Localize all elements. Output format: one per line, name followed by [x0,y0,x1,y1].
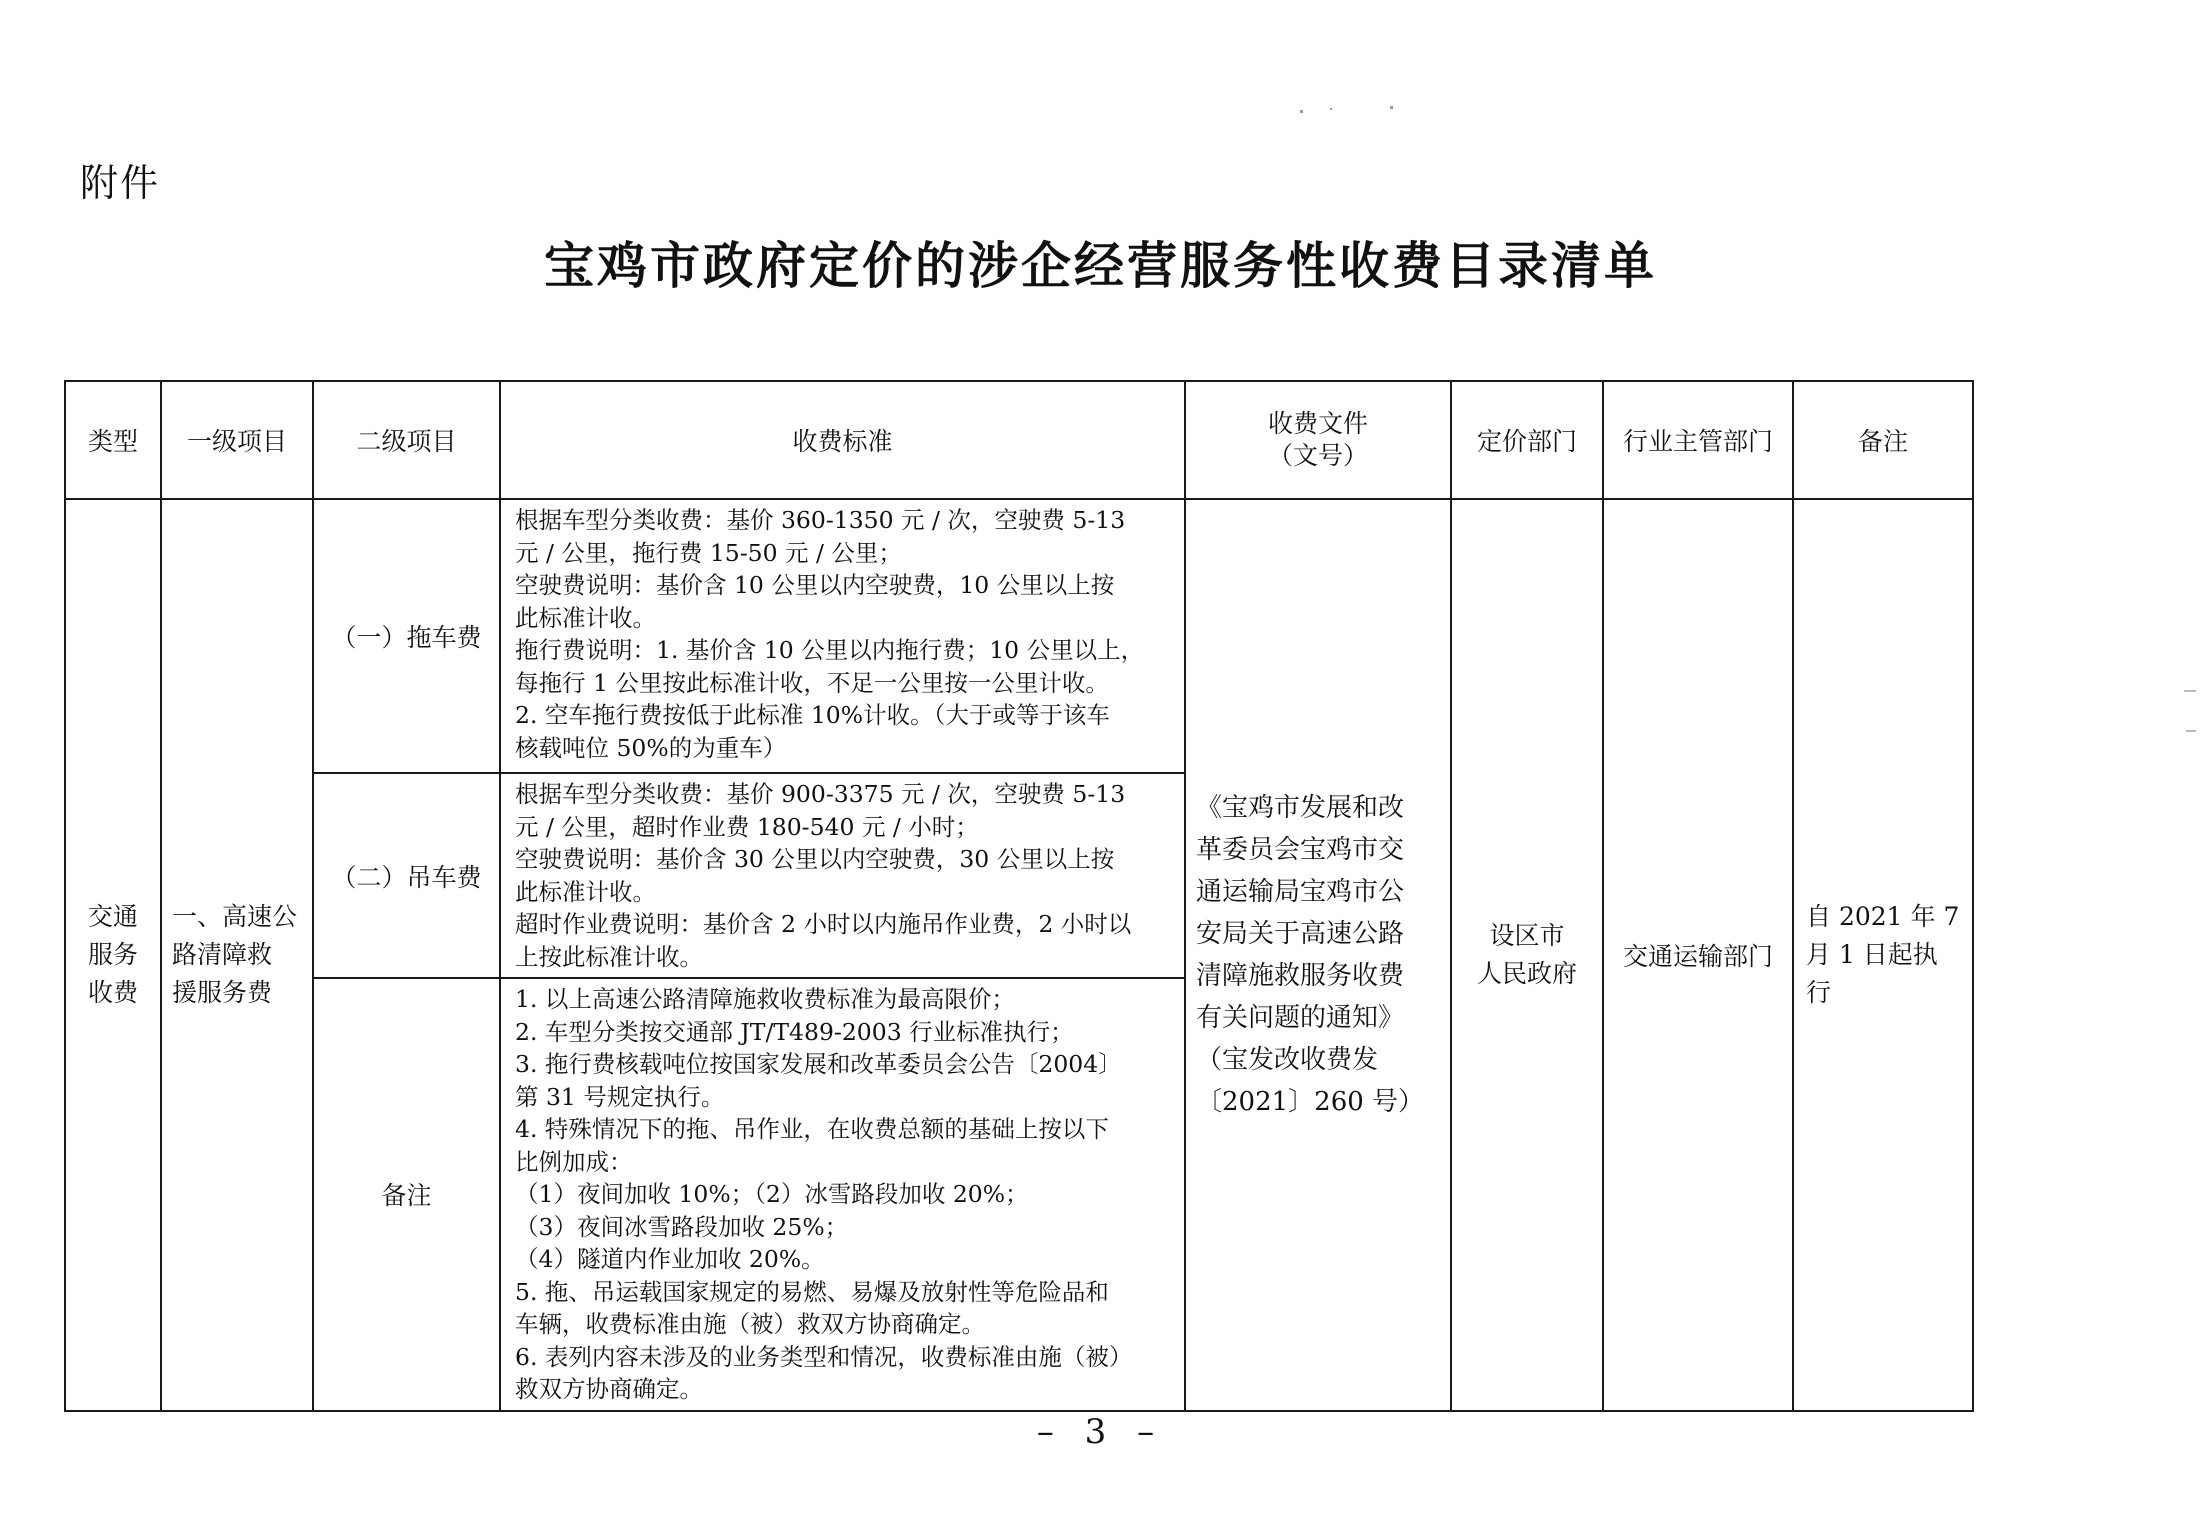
page-number: – 3 – [1036,1412,1165,1452]
standard-crane-cell [500,773,1185,978]
header-standard: 收费标准 [500,381,1185,499]
standard-line: （1）夜间加收 10%；（2）冰雪路段加收 20%； [515,1180,1029,1208]
file-line: （宝发改收费发 [1196,1044,1379,1075]
level1-line: 一、高速公 [172,901,298,931]
standard-line: （3）夜间冰雪路段加收 25%； [515,1212,849,1241]
header-file-line2: （文号） [1267,441,1368,470]
table-header-row [65,381,1973,499]
standard-line: 上按此标准计收。 [515,942,703,971]
fee-catalog-table [64,380,1974,1412]
standard-line: 4. 特殊情况下的拖、吊作业，在收费总额的基础上按以下 [515,1115,1109,1143]
standard-line: 此标准计收。 [515,877,656,906]
level2-notes-cell: 备注 [313,978,500,1411]
file-line: 通运输局宝鸡市公 [1196,876,1405,907]
level1-line: 路清障救 [172,939,273,969]
standard-line: 此标准计收。 [515,603,656,632]
file-line: 安局关于高速公路 [1196,918,1405,949]
standard-line: 第 31 号规定执行。 [515,1082,725,1111]
remark-line: 行 [1806,977,1832,1007]
table-row [65,499,1973,773]
standard-line: 车辆，收费标准由施（被）救双方协商确定。 [515,1310,985,1338]
standard-line: 元 / 公里，超时作业费 180-540 元 / 小时； [515,812,979,841]
pricing-dept-cell [1451,499,1603,1411]
standard-line: 救双方协商确定。 [515,1375,703,1403]
level1-cell [161,499,313,1411]
header-level2: 二级项目 [313,381,500,499]
pricing-dept-line: 人民政府 [1476,958,1577,988]
standard-tow-cell [500,499,1185,773]
standard-line: 元 / 公里，拖行费 15-50 元 / 公里； [515,538,902,567]
remark-line: 自 2021 年 7 [1806,901,1960,931]
scan-speck [2186,730,2196,732]
standard-line: （4）隧道内作业加收 20%。 [515,1245,825,1273]
header-industry-dept: 行业主管部门 [1603,381,1793,499]
attachment-label: 附件 [80,161,161,205]
scan-speck [1390,106,1393,109]
standard-line: 核载吨位 50%的为重车） [515,733,787,762]
category-line: 交通 [87,901,138,931]
header-remark: 备注 [1793,381,1973,499]
category-line: 收费 [87,977,138,1007]
header-pricing-dept: 定价部门 [1451,381,1603,499]
standard-line: 3. 拖行费核载吨位按国家发展和改革委员会公告〔2004〕 [515,1050,1122,1078]
level2-crane-cell: （二）吊车费 [313,773,500,978]
standard-line: 6. 表列内容未涉及的业务类型和情况，收费标准由施（被） [515,1342,1133,1371]
standard-line: 2. 空车拖行费按低于此标准 10%计收。（大于或等于该车 [515,701,1110,729]
file-line: 《宝鸡市发展和改 [1196,792,1405,823]
category-line: 服务 [87,939,138,969]
page-title: 宝鸡市政府定价的涉企经营服务性收费目录清单 [544,237,1657,295]
file-line: 有关问题的通知》 [1196,1002,1405,1033]
header-file [1185,381,1451,499]
standard-line: 拖行费说明：1. 基价含 10 公里以内拖行费；10 公里以上， [515,636,1145,664]
standard-line: 根据车型分类收费：基价 900-3375 元 / 次，空驶费 5-13 [515,780,1126,808]
standard-notes-cell [500,978,1185,1411]
standard-line: 比例加成： [515,1147,633,1176]
standard-line: 根据车型分类收费：基价 360-1350 元 / 次，空驶费 5-13 [515,506,1126,534]
file-line: 革委员会宝鸡市交 [1196,834,1405,865]
category-cell [65,499,161,1411]
file-line: 〔2021〕260 号） [1196,1086,1425,1117]
pricing-dept-line: 设区市 [1489,920,1565,950]
industry-dept-cell: 交通运输部门 [1603,499,1793,1411]
standard-line: 2. 车型分类按交通部 JT/T489-2003 行业标准执行； [515,1017,1074,1046]
level2-tow-cell: （一）拖车费 [313,499,500,773]
remark-cell [1793,499,1973,1411]
remark-line: 月 1 日起执 [1806,939,1938,969]
header-level1: 一级项目 [161,381,313,499]
standard-line: 空驶费说明：基价含 10 公里以内空驶费，10 公里以上按 [515,571,1115,599]
standard-line: 每拖行 1 公里按此标准计收，不足一公里按一公里计收。 [515,668,1109,697]
header-file-line1: 收费文件 [1267,409,1368,438]
fee-file-cell [1185,499,1451,1411]
header-category: 类型 [65,381,161,499]
file-line: 清障施救服务收费 [1196,960,1405,991]
standard-line: 5. 拖、吊运载国家规定的易燃、易爆及放射性等危险品和 [515,1277,1109,1306]
scan-speck [1300,110,1303,113]
standard-line: 1. 以上高速公路清障施救收费标准为最高限价； [515,985,1015,1013]
scan-speck [2184,690,2196,692]
standard-line: 空驶费说明：基价含 30 公里以内空驶费，30 公里以上按 [515,845,1115,873]
standard-line: 超时作业费说明：基价含 2 小时以内施吊作业费，2 小时以 [515,910,1132,938]
level1-line: 援服务费 [172,977,273,1007]
scan-speck [1330,108,1332,110]
